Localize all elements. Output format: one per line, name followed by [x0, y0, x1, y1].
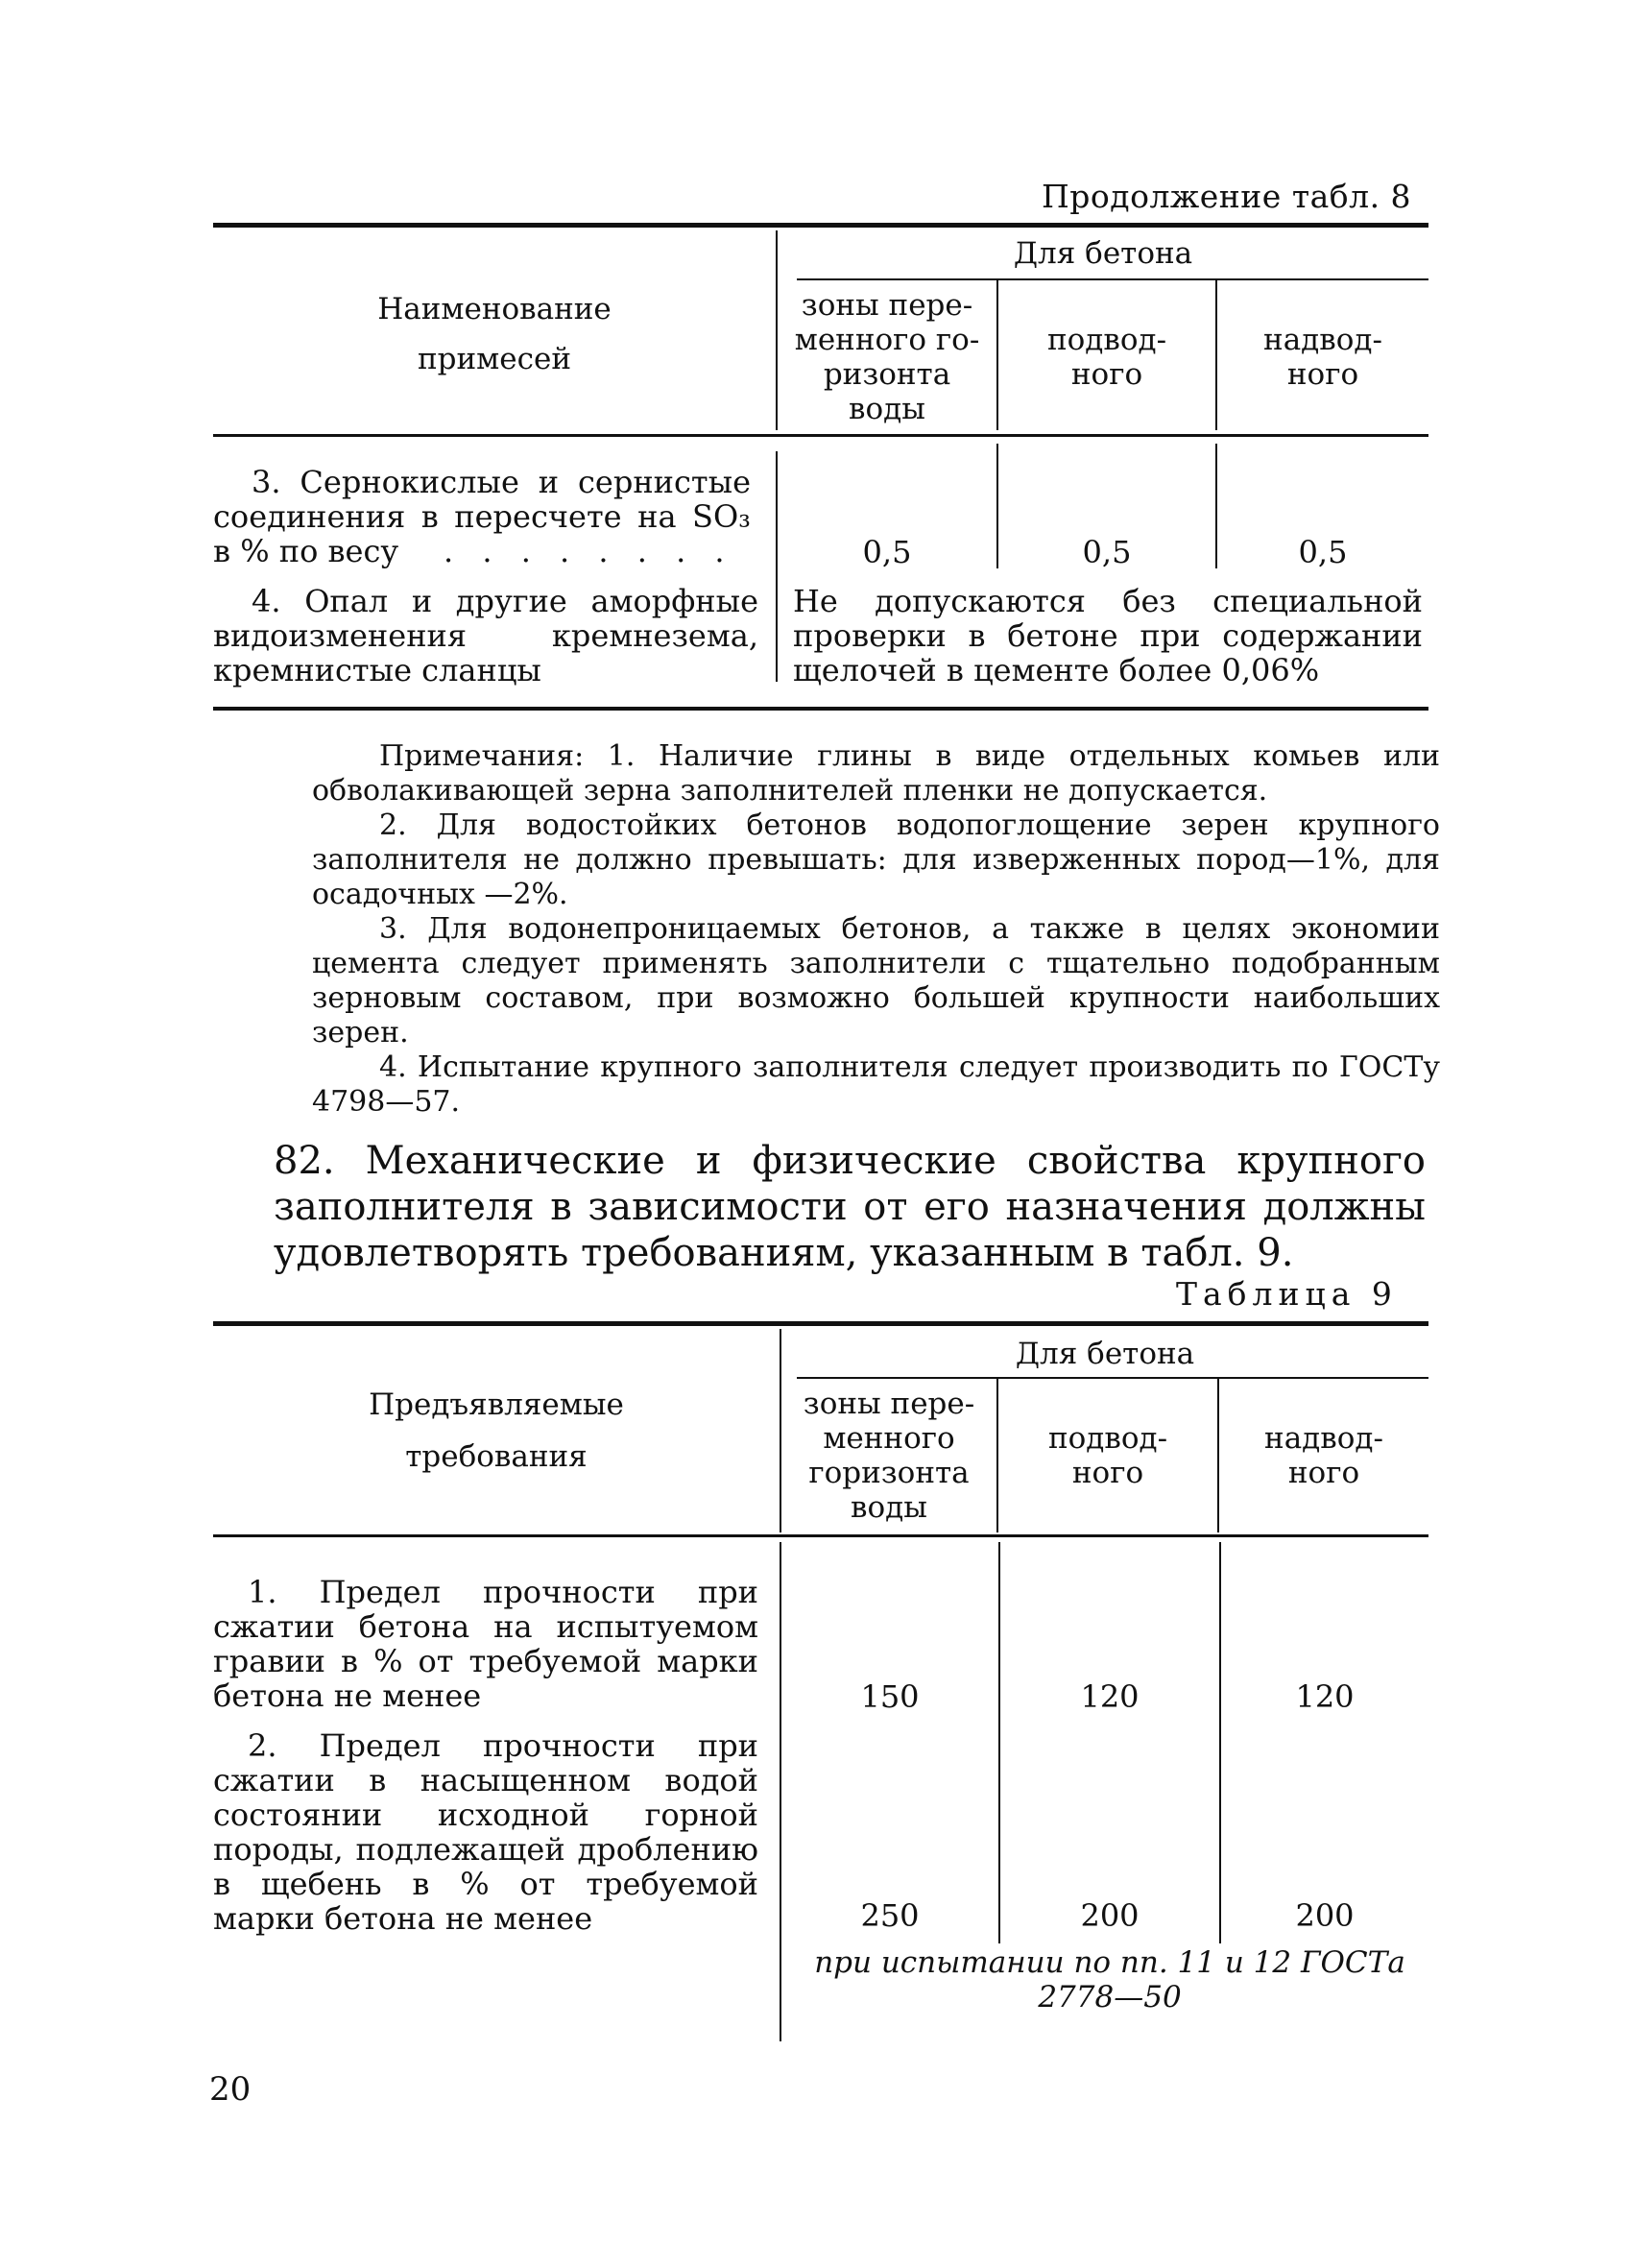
table9-header-col1: Предъявляемые требования: [369, 1387, 624, 1474]
table8-header-sub-abovewater: надвод- ного: [1263, 323, 1382, 392]
table9-row2-value-underwater: 200: [1080, 1897, 1140, 1934]
table8-header-sub-underwater: подвод- ного: [1046, 323, 1167, 392]
table8-header-group: Для бетона: [1013, 236, 1193, 271]
table9-row1-label: 1. Предел прочности при сжатии бетона на испытуемом гравии в % от требуемой марки бетона не менее: [213, 1574, 758, 1714]
table9-header-group: Для бетона: [1015, 1337, 1195, 1371]
table8-row4-value: Не допускаются без специальной проверки в бетоне при содержании щелочей в цементе более 0,06%: [793, 583, 1423, 688]
table8-row3-label-line3: [213, 534, 751, 568]
table9-header-group-rule: [797, 1377, 1428, 1379]
table9-header-sub-underwater: подвод- ного: [1047, 1421, 1168, 1490]
table8-row4-label: 4. Опал и другие аморфные видоизменения кремнезема, кремнистые сланцы: [213, 583, 758, 688]
page-number: 20: [209, 2070, 252, 2109]
table8-row3-value-abovewater: 0,5: [1298, 534, 1348, 570]
table8-row3-value-variable: 0,5: [862, 534, 912, 570]
note-1: Примечания: 1. Наличие глины в виде отдельных комьев или обволакивающей зерна заполнителей пленки не допускается.: [312, 739, 1440, 808]
table9-row1-value-underwater: 120: [1080, 1678, 1140, 1715]
table9-header-bottom-rule: [213, 1534, 1428, 1537]
table9-row1-value-abovewater: 120: [1295, 1678, 1355, 1715]
table9-body-divider-sub1: [998, 1542, 1000, 1943]
note-3: 3. Для водонепроницаемых бетонов, а также в целях экономии цемента следует применять заполнители с тщательно подобранным зерновым составом, при возможно большей крупности наибольших зерен.: [312, 912, 1440, 1050]
table9-row2-value-variable: 250: [860, 1897, 920, 1934]
notes-block: [312, 739, 1440, 1120]
table9-header-sub-variable: зоны пере- менного горизонта воды: [803, 1387, 975, 1525]
note-4: 4. Испытание крупного заполнителя следует производить по ГОСТу 4798—57.: [312, 1050, 1440, 1119]
table8-row3-label-line1: 3. Сернокислые и сернистые: [252, 464, 751, 500]
table8-top-rule: [213, 223, 1428, 228]
table8-header-col1: Наименование примесей: [377, 292, 612, 376]
table9-body-divider-main: [780, 1542, 781, 2041]
table9-header-sub-abovewater: надвод- ного: [1264, 1421, 1383, 1490]
table9-row1-value-variable: 150: [860, 1678, 920, 1715]
table8-header-group-rule: [797, 278, 1428, 280]
table8-row3-value-underwater: 0,5: [1082, 534, 1132, 570]
table9-caption: Таблица 9: [1176, 1275, 1398, 1313]
note-2: 2. Для водостойких бетонов водопоглощение зерен крупного заполнителя не должно превышать: для изверженных пород—1%, для осадочных —2%.: [312, 808, 1440, 911]
table8-header-sub-variable: зоны пере- менного го- ризонта воды: [794, 288, 980, 426]
table9-row2-value-abovewater: 200: [1295, 1897, 1355, 1934]
table9-top-rule: [213, 1321, 1428, 1326]
table8-header-bottom-rule: [213, 434, 1428, 437]
table8-row3-label-text: в % по весу: [213, 533, 399, 569]
paragraph-82: 82. Механические и физические свойства крупного заполнителя в зависимости от его назначения должны удовлетворять требованиям, указанным в табл. 9.: [274, 1139, 1426, 1275]
table9-footnote: при испытании по пп. 11 и 12 ГОСТа 2778—50: [814, 1945, 1405, 2015]
table9-row2-label: 2. Предел прочности при сжатии в насыщенном водой состоянии исходной горной породы, подлежащей дроблению в щебень в % от требуемой марки бетона не менее: [213, 1727, 758, 1937]
table8-bottom-rule: [213, 707, 1428, 711]
table8-row3-label-line2: соединения в пересчете на SO₃: [213, 498, 751, 535]
table8-row3-leader: . . . . . . . .: [444, 533, 734, 569]
table9-body-divider-sub2: [1219, 1542, 1221, 1943]
table8-continuation-caption: Продолжение табл. 8: [1042, 178, 1412, 215]
